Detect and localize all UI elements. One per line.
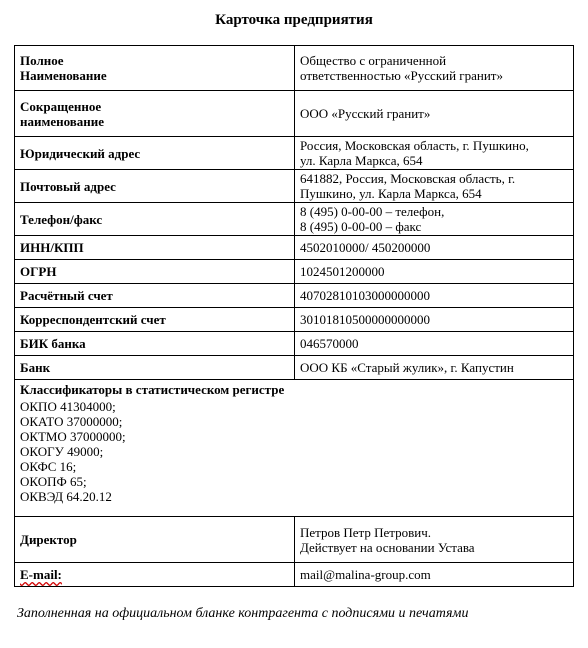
row-label <box>15 517 295 563</box>
row-value <box>295 356 574 380</box>
footnote: Заполненная на официальном бланке контрагента с подписями и печатями <box>17 606 469 621</box>
value-text: Петров Петр Петрович. Действует на основании Устава <box>300 524 475 555</box>
company-card-table <box>14 45 574 587</box>
label-text: Расчётный счет <box>20 288 113 303</box>
label-text: Телефон/факс <box>20 211 103 227</box>
table-row-correspondent-account <box>15 308 574 332</box>
label-text: Банк <box>20 360 51 375</box>
row-value <box>295 91 574 137</box>
row-label <box>15 236 295 260</box>
table-row-legal-address <box>15 137 574 170</box>
classifiers-list <box>20 399 568 504</box>
row-label <box>15 332 295 356</box>
value-text: 4502010000/ 450200000 <box>300 240 431 255</box>
table-row-inn-kpp <box>15 236 574 260</box>
classifier-code: ОКПО 41304000; <box>20 399 116 414</box>
label-text: БИК банка <box>20 336 86 351</box>
table-row-short-name <box>15 91 574 137</box>
table-row-email <box>15 563 574 587</box>
table-row-bank <box>15 356 574 380</box>
row-value <box>295 203 574 236</box>
value-text: 641882, Россия, Московская область, г. Пушкино, ул. Карла Маркса, 654 <box>300 171 516 201</box>
table-row-full-name <box>15 46 574 91</box>
value-text: Россия, Московская область, г. Пушкино, ул. Карла Маркса, 654 <box>300 138 529 168</box>
classifiers-title: Классификаторы в статистическом регистре <box>20 382 285 397</box>
row-label <box>15 563 295 587</box>
row-value <box>295 308 574 332</box>
row-value <box>295 170 574 203</box>
row-value <box>295 563 574 587</box>
row-value <box>295 46 574 91</box>
classifiers-cell <box>15 380 574 517</box>
value-text: 046570000 <box>300 336 359 351</box>
row-label <box>15 260 295 284</box>
label-text: ИНН/КПП <box>20 240 84 255</box>
table-row-settlement-account <box>15 284 574 308</box>
label-text: Почтовый адрес <box>20 178 116 194</box>
table-row-postal-address <box>15 170 574 203</box>
value-text: Общество с ограниченной ответственностью «Русский гранит» <box>300 53 503 83</box>
label-text: E-mail: <box>20 567 62 582</box>
table-row-director <box>15 517 574 563</box>
value-text: 8 (495) 0-00-00 – телефон, 8 (495) 0-00-00 – факс <box>300 204 445 234</box>
row-value <box>295 137 574 170</box>
label-text: Директор <box>20 532 77 547</box>
value-text: ООО КБ «Старый жулик», г. Капустин <box>300 360 514 375</box>
label-text: ОГРН <box>20 264 57 279</box>
row-label <box>15 91 295 137</box>
value-text: 30101810500000000000 <box>300 312 430 327</box>
row-value <box>295 517 574 563</box>
classifier-code: ОКТМО 37000000; <box>20 429 126 444</box>
table-row-bik <box>15 332 574 356</box>
row-label <box>15 284 295 308</box>
row-value <box>295 260 574 284</box>
row-label <box>15 137 295 170</box>
table-row-classifiers <box>15 380 574 517</box>
document-title: Карточка предприятия <box>215 12 373 28</box>
row-value <box>295 332 574 356</box>
value-text: 40702810103000000000 <box>300 288 430 303</box>
table-row-ogrn <box>15 260 574 284</box>
label-text: Юридический адрес <box>20 145 141 161</box>
row-label <box>15 356 295 380</box>
value-text: 1024501200000 <box>300 264 385 279</box>
row-value <box>295 236 574 260</box>
email-value: mail@malina-group.com <box>300 567 431 582</box>
classifier-code: ОКВЭД 64.20.12 <box>20 489 112 504</box>
classifier-code: ОКОПФ 65; <box>20 474 87 489</box>
row-label <box>15 46 295 91</box>
row-label <box>15 308 295 332</box>
row-value <box>295 284 574 308</box>
label-text: Корреспондентский счет <box>20 312 166 327</box>
row-label <box>15 170 295 203</box>
classifier-code: ОКФС 16; <box>20 459 77 474</box>
row-label <box>15 203 295 236</box>
value-text: ООО «Русский гранит» <box>300 106 431 121</box>
classifier-code: ОКАТО 37000000; <box>20 414 123 429</box>
table-row-phone-fax <box>15 203 574 236</box>
label-text: Полное Наименование <box>20 53 107 83</box>
classifier-code: ОКОГУ 49000; <box>20 444 104 459</box>
label-text: Сокращенное наименование <box>20 98 105 129</box>
